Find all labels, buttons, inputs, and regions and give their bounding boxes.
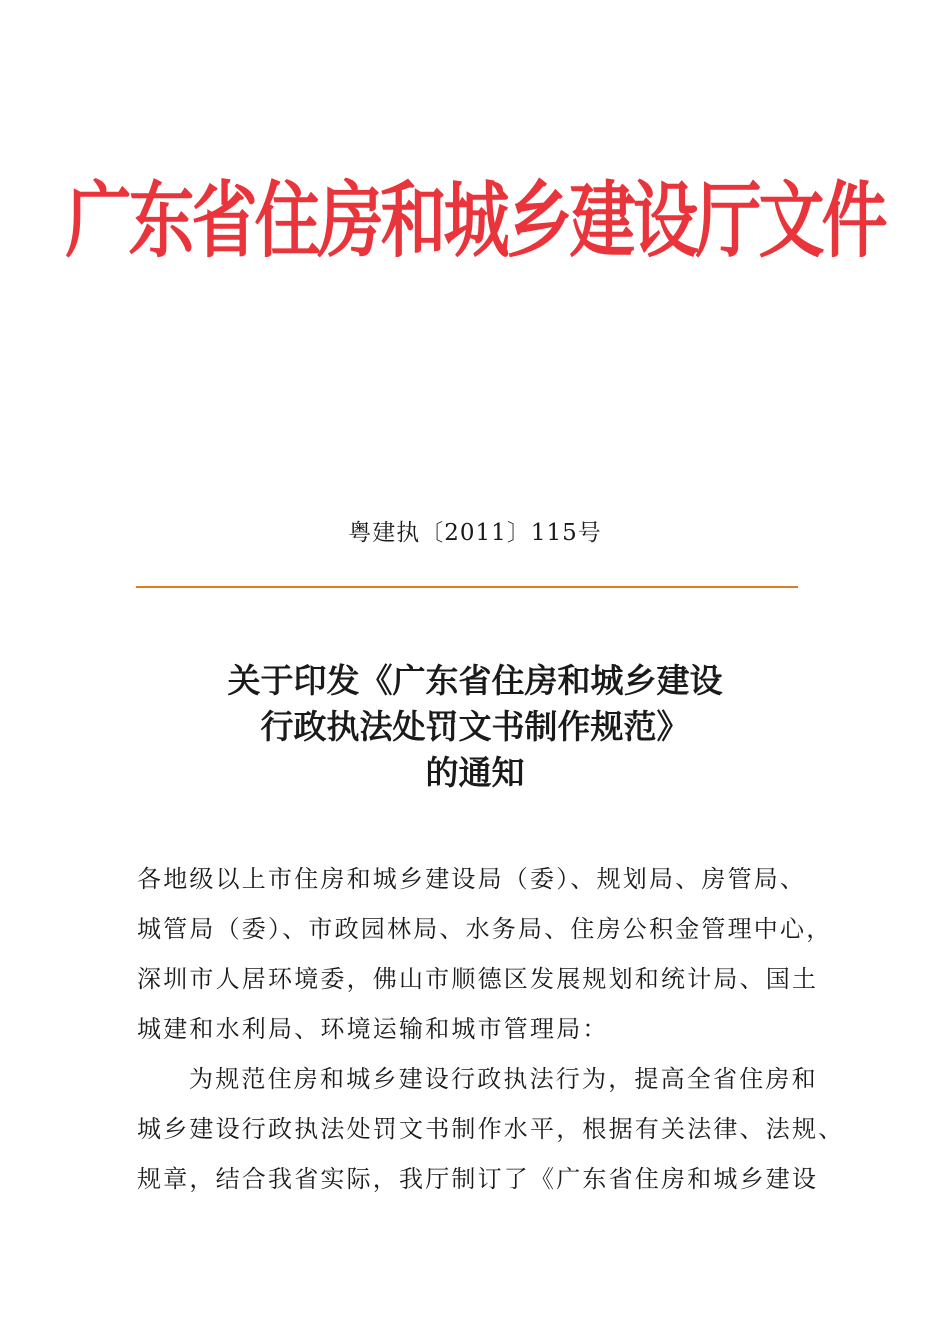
paragraph-line: 规章，结合我省实际，我厅制订了《广东省住房和城乡建设 (137, 1165, 819, 1193)
addressee-line: 城管局（委）、市政园林局、水务局、住房公积金管理中心， (137, 915, 833, 943)
title-line: 行政执法处罚文书制作规范》 (260, 707, 690, 746)
addressee-line: 各地级以上市住房和城乡建设局（委）、规划局、房管局、 (137, 865, 807, 893)
paragraph-line: 城乡建设行政执法处罚文书制作水平，根据有关法律、法规、 (137, 1115, 845, 1143)
document-title (0, 658, 950, 796)
document-masthead: 广东省住房和城乡建设厅文件 (65, 172, 885, 269)
addressee-line: 城建和水利局、环境运输和城市管理局： (137, 1015, 609, 1043)
title-line: 的通知 (425, 753, 525, 792)
addressee-line: 深圳市人居环境委，佛山市顺德区发展规划和统计局、国土 (137, 965, 819, 993)
paragraph-line: 为规范住房和城乡建设行政执法行为，提高全省住房和 (189, 1065, 818, 1093)
document-number: 粤建执〔2011〕115号 (348, 520, 602, 546)
header-divider (136, 586, 798, 588)
title-line: 关于印发《广东省住房和城乡建设 (227, 661, 723, 700)
document-body (137, 854, 857, 1204)
